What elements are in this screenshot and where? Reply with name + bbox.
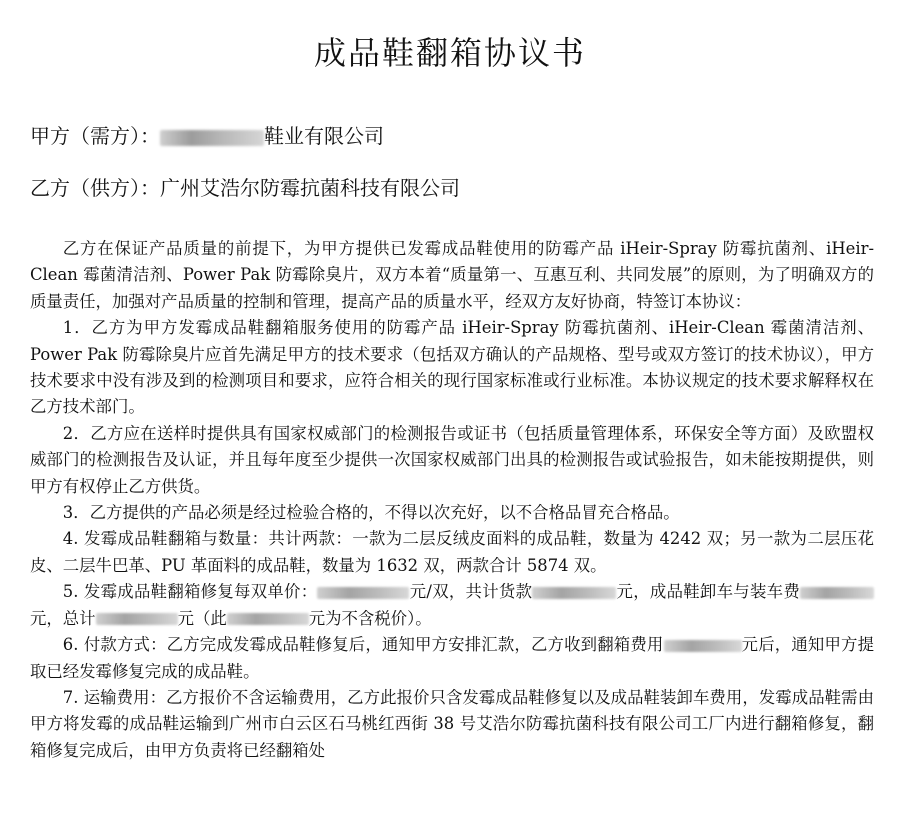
- clause-6-text-1: 6. 付款方式：乙方完成发霉成品鞋修复后，通知甲方安排汇款，乙方收到翻箱费用: [62, 635, 664, 655]
- party-b-label: 乙方（供方）：: [30, 176, 160, 200]
- redacted-pretax-amount: [227, 613, 309, 625]
- redacted-grand-total: [96, 613, 178, 625]
- redacted-loading-fee: [800, 587, 874, 599]
- party-b-name: 广州艾浩尔防霉抗菌科技有限公司: [160, 176, 460, 200]
- redacted-payment-amount: [664, 640, 742, 652]
- party-a-suffix: 鞋业有限公司: [264, 124, 384, 148]
- clause-2: 2．乙方应在送样时提供具有国家权威部门的检测报告或证书（包括质量管理体系，环保安全等方面）及欧盟权威部门的检测报告及认证，并且每年度至少提供一次国家权威部门出具的检测报告或试验报告，如未能按期提供，则甲方有权停止乙方供货。: [30, 423, 874, 496]
- clause-1: 1．乙方为甲方发霉成品鞋翻箱服务使用的防霉产品 iHeir-Spray 防霉抗菌剂、iHeir-Clean 霉菌清洁剂、Power Pak 防霉除臭片应首先满足甲方的技术要求（包括双方确认的产品规格、型号或双方签订的技术协议），甲方技术要求中没有涉及到的检测项目和要求，应符合相关的现行国家标准或行业标准。本协议规定的技术要求解释权在乙方技术部门。: [30, 318, 874, 417]
- clause-5-text-3: 元，成品鞋卸车与装车费: [616, 582, 800, 602]
- clause-5-text-2: 元/双，共计货款: [409, 582, 533, 602]
- intro-paragraph: 乙方在保证产品质量的前提下，为甲方提供已发霉成品鞋使用的防霉产品 iHeir-Spray 防霉抗菌剂、iHeir-Clean 霉菌清洁剂、Power Pak 防霉除臭片，双方本着“质量第一、互惠互利、共同发展”的原则，为了明确双方的质量责任，加强对产品质量的控制和管理，提高产品的质量水平，经双方友好协商，特签订本协议：: [30, 239, 874, 311]
- redacted-goods-total: [532, 587, 616, 599]
- agreement-body: [30, 236, 874, 764]
- redacted-company-name: [160, 130, 264, 146]
- clause-5-text-4: 元，总计: [30, 608, 96, 628]
- document-title: 成品鞋翻箱协议书: [313, 34, 586, 72]
- clause-5: [30, 579, 874, 632]
- clause-3: 3．乙方提供的产品必须是经过检验合格的，不得以次充好，以不合格品冒充合格品。: [62, 503, 680, 523]
- clause-5-text-1: 5. 发霉成品鞋翻箱修复每双单价：: [62, 582, 318, 602]
- clause-5-text-5: 元（此: [177, 608, 227, 628]
- redacted-unit-price: [317, 587, 409, 599]
- party-a-line: [30, 120, 384, 149]
- clause-5-text-6: 元为不含税价）。: [308, 608, 432, 628]
- party-a-label: 甲方（需方）：: [30, 124, 160, 148]
- party-b-line: [30, 172, 460, 201]
- clause-4: 4. 发霉成品鞋翻箱与数量：共计两款：一款为二层反绒皮面料的成品鞋，数量为 4242 双；另一款为二层压花皮、二层牛巴革、PU 革面料的成品鞋，数量为 1632 双，两款合计 5874 双。: [30, 529, 874, 575]
- clause-7: 7. 运输费用：乙方报价不含运输费用，乙方此报价只含发霉成品鞋修复以及成品鞋装卸车费用，发霉成品鞋需由甲方将发霉的成品鞋运输到广州市白云区石马桃红西街 38 号艾浩尔防霉抗菌科技有限公司工厂内进行翻箱修复，翻箱修复完成后，由甲方负责将已经翻箱处: [30, 687, 874, 760]
- clause-6-text-2: 元后，通知甲方提取已经发霉修复完成的成品鞋。: [30, 635, 874, 681]
- clause-6: [30, 632, 874, 685]
